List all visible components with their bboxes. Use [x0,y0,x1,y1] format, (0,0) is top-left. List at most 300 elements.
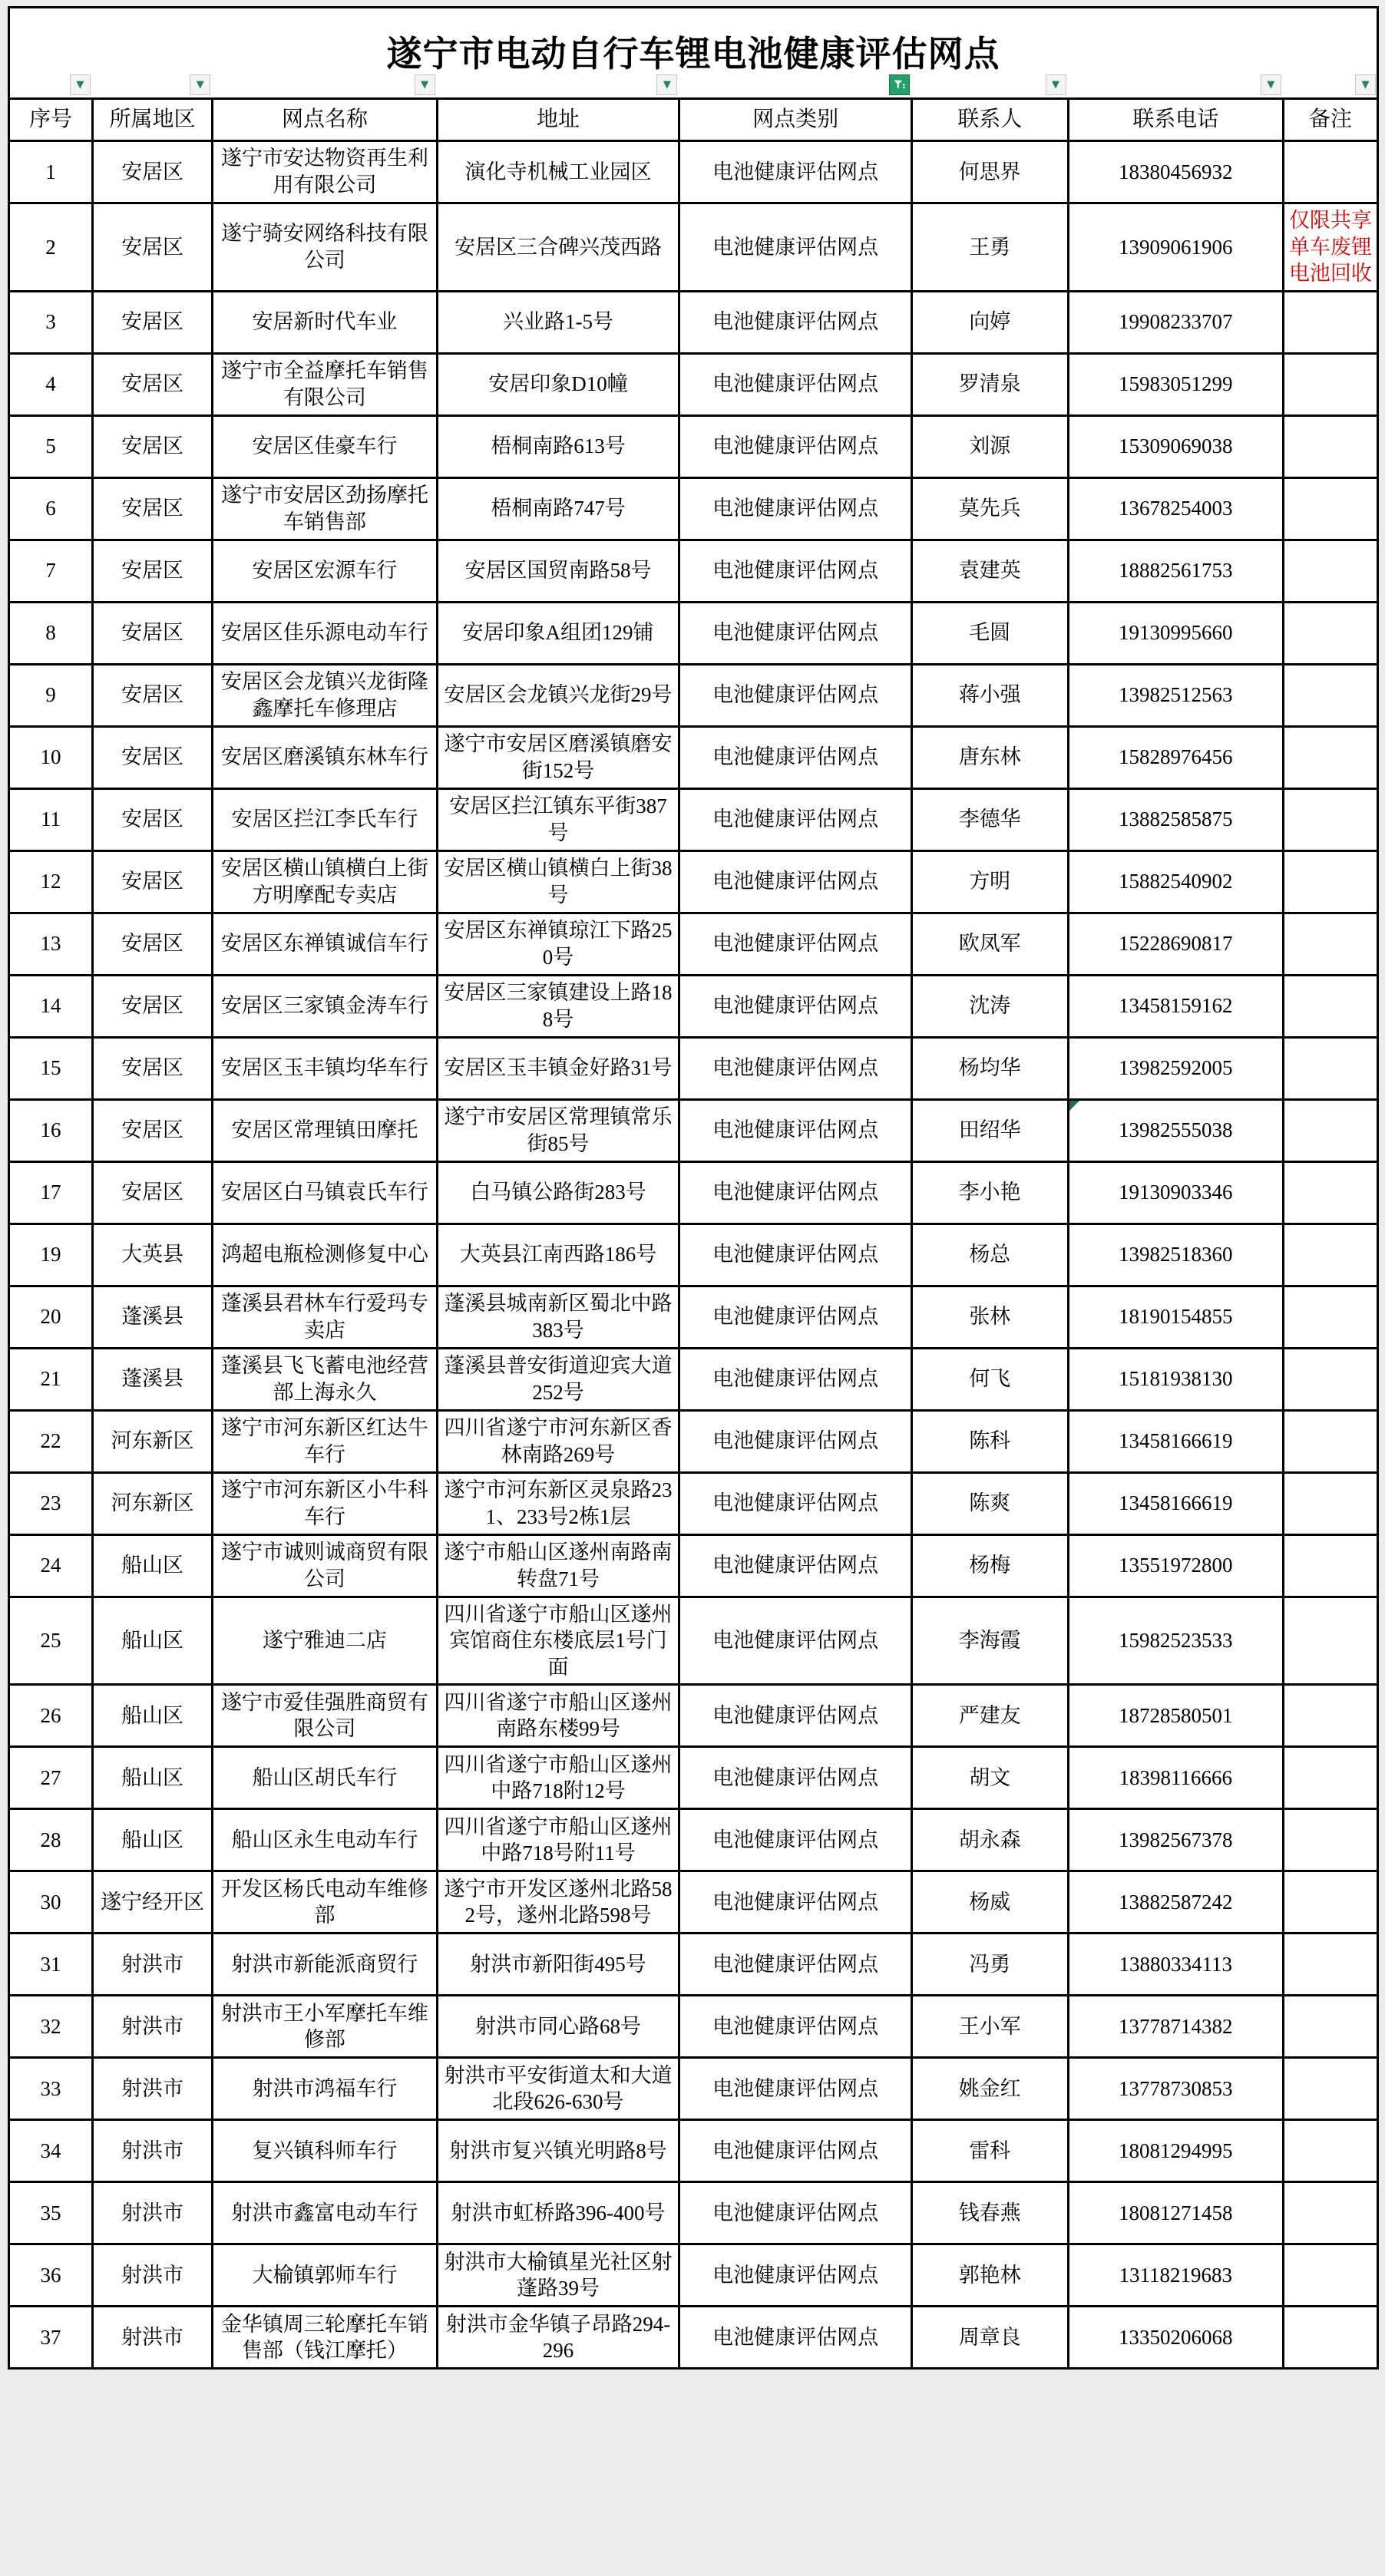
cell-category[interactable]: 电池健康评估网点 [679,2120,912,2182]
table-row [9,1934,1378,1996]
cell-phone[interactable]: 13880334113 [1068,1934,1283,1996]
cell-address[interactable]: 四川省遂宁市船山区遂州宾馆商住东楼底层1号门面 [437,1597,679,1685]
cell-no[interactable]: 30 [9,1871,93,1934]
cell-region[interactable]: 蓬溪县 [92,1348,212,1410]
filter-dropdown-icon[interactable]: ▼ [415,74,435,95]
cell-remark[interactable] [1283,2244,1377,2307]
cell-address[interactable]: 演化寺机械工业园区 [437,141,679,203]
cell-category[interactable]: 电池健康评估网点 [679,1685,912,1747]
cell-remark[interactable] [1283,850,1377,913]
cell-region[interactable]: 安居区 [92,203,212,292]
cell-contact[interactable]: 姚金红 [911,2058,1068,2120]
cell-address[interactable]: 安居区会龙镇兴龙街29号 [437,664,679,726]
cell-region[interactable]: 射洪市 [92,1996,212,2058]
cell-address[interactable]: 蓬溪县城南新区蜀北中路383号 [437,1286,679,1348]
filter-dropdown-icon[interactable]: ▼ [70,74,91,95]
cell-address[interactable]: 安居区三合碑兴茂西路 [437,203,679,292]
cell-address[interactable]: 遂宁市河东新区灵泉路231、233号2栋1层 [437,1472,679,1534]
cell-address[interactable]: 安居区三家镇建设上路188号 [437,975,679,1037]
cell-contact[interactable]: 毛圆 [911,602,1068,664]
cell-contact[interactable]: 杨威 [911,1871,1068,1934]
cell-no[interactable]: 37 [9,2307,93,2369]
cell-no[interactable]: 13 [9,913,93,975]
cell-category[interactable]: 电池健康评估网点 [679,291,912,353]
cell-phone[interactable]: 18190154855 [1068,1286,1283,1348]
cell-name[interactable]: 安居区白马镇袁氏车行 [213,1161,437,1224]
cell-region[interactable]: 船山区 [92,1747,212,1809]
cell-category[interactable]: 电池健康评估网点 [679,1410,912,1472]
cell-region[interactable]: 安居区 [92,913,212,975]
column-header-remark[interactable] [1283,79,1377,141]
cell-no[interactable]: 25 [9,1597,93,1685]
cell-phone[interactable]: 13458166619 [1068,1410,1283,1472]
cell-address[interactable]: 遂宁市开发区遂州北路582号，遂州北路598号 [437,1871,679,1934]
cell-no[interactable]: 27 [9,1747,93,1809]
cell-name[interactable]: 遂宁市安居区劲扬摩托车销售部 [213,477,437,540]
cell-remark[interactable] [1283,1099,1377,1161]
cell-phone[interactable]: 18081271458 [1068,2182,1283,2244]
cell-name[interactable]: 遂宁市诚则诚商贸有限公司 [213,1534,437,1597]
cell-address[interactable]: 安居区国贸南路58号 [437,540,679,602]
cell-address[interactable]: 遂宁市安居区常理镇常乐街85号 [437,1099,679,1161]
cell-contact[interactable]: 唐东林 [911,726,1068,788]
cell-address[interactable]: 射洪市新阳街495号 [437,1934,679,1996]
cell-remark[interactable] [1283,2058,1377,2120]
filter-dropdown-icon[interactable]: ▼ [1355,74,1376,95]
cell-phone[interactable]: 13982592005 [1068,1037,1283,1099]
cell-address[interactable]: 安居印象A组团129铺 [437,602,679,664]
cell-remark[interactable] [1283,1161,1377,1224]
cell-name[interactable]: 复兴镇科师车行 [213,2120,437,2182]
cell-name[interactable]: 安居区东禅镇诚信车行 [213,913,437,975]
cell-region[interactable]: 安居区 [92,141,212,203]
cell-contact[interactable]: 雷科 [911,2120,1068,2182]
cell-name[interactable]: 船山区永生电动车行 [213,1809,437,1871]
cell-contact[interactable]: 杨梅 [911,1534,1068,1597]
cell-remark[interactable] [1283,1534,1377,1597]
cell-name[interactable]: 遂宁市爱佳强胜商贸有限公司 [213,1685,437,1747]
cell-region[interactable]: 安居区 [92,1161,212,1224]
cell-no[interactable]: 21 [9,1348,93,1410]
cell-phone[interactable]: 13982567378 [1068,1809,1283,1871]
cell-region[interactable]: 安居区 [92,1037,212,1099]
cell-remark[interactable] [1283,2182,1377,2244]
cell-category[interactable]: 电池健康评估网点 [679,1037,912,1099]
cell-region[interactable]: 安居区 [92,1099,212,1161]
cell-name[interactable]: 鸿超电瓶检测修复中心 [213,1224,437,1286]
cell-name[interactable]: 射洪市王小军摩托车维修部 [213,1996,437,2058]
cell-no[interactable]: 14 [9,975,93,1037]
cell-address[interactable]: 射洪市大榆镇星光社区射蓬路39号 [437,2244,679,2307]
cell-phone[interactable]: 13778730853 [1068,2058,1283,2120]
cell-no[interactable]: 9 [9,664,93,726]
cell-category[interactable]: 电池健康评估网点 [679,850,912,913]
filter-dropdown-icon[interactable]: ▼ [1261,74,1281,95]
cell-category[interactable]: 电池健康评估网点 [679,975,912,1037]
cell-remark[interactable] [1283,1286,1377,1348]
cell-remark[interactable] [1283,913,1377,975]
cell-phone[interactable]: 13982518360 [1068,1224,1283,1286]
cell-category[interactable]: 电池健康评估网点 [679,1747,912,1809]
cell-phone[interactable]: 19130903346 [1068,1161,1283,1224]
cell-address[interactable]: 四川省遂宁市船山区遂州南路东楼99号 [437,1685,679,1747]
cell-no[interactable]: 11 [9,788,93,850]
cell-contact[interactable]: 杨总 [911,1224,1068,1286]
cell-region[interactable]: 射洪市 [92,2058,212,2120]
cell-category[interactable]: 电池健康评估网点 [679,2182,912,2244]
cell-category[interactable]: 电池健康评估网点 [679,1934,912,1996]
cell-phone[interactable]: 15828976456 [1068,726,1283,788]
cell-address[interactable]: 遂宁市船山区遂州南路南转盘71号 [437,1534,679,1597]
cell-no[interactable]: 26 [9,1685,93,1747]
cell-contact[interactable]: 何飞 [911,1348,1068,1410]
cell-address[interactable]: 遂宁市安居区磨溪镇磨安街152号 [437,726,679,788]
table-row [9,2244,1378,2307]
cell-contact[interactable]: 李德华 [911,788,1068,850]
cell-remark[interactable] [1283,353,1377,415]
cell-name[interactable]: 遂宁市安达物资再生利用有限公司 [213,141,437,203]
cell-remark[interactable] [1283,1348,1377,1410]
cell-contact[interactable]: 王勇 [911,203,1068,292]
cell-no[interactable]: 20 [9,1286,93,1348]
cell-remark[interactable] [1283,1996,1377,2058]
cell-contact[interactable]: 陈科 [911,1410,1068,1472]
cell-no[interactable]: 33 [9,2058,93,2120]
cell-address[interactable]: 白马镇公路街283号 [437,1161,679,1224]
cell-remark[interactable] [1283,1685,1377,1747]
cell-region[interactable]: 安居区 [92,477,212,540]
cell-phone[interactable]: 15982523533 [1068,1597,1283,1685]
cell-remark[interactable] [1283,1410,1377,1472]
cell-phone[interactable]: 15228690817 [1068,913,1283,975]
cell-no[interactable]: 5 [9,415,93,477]
cell-remark[interactable] [1283,1809,1377,1871]
cell-address[interactable]: 四川省遂宁市河东新区香林南路269号 [437,1410,679,1472]
cell-region[interactable]: 蓬溪县 [92,1286,212,1348]
cell-no[interactable]: 22 [9,1410,93,1472]
cell-name[interactable]: 射洪市鑫富电动车行 [213,2182,437,2244]
cell-region[interactable]: 安居区 [92,353,212,415]
cell-category[interactable]: 电池健康评估网点 [679,1871,912,1934]
cell-remark[interactable] [1283,2120,1377,2182]
cell-contact[interactable]: 钱春燕 [911,2182,1068,2244]
cell-region[interactable]: 射洪市 [92,2182,212,2244]
cell-category[interactable]: 电池健康评估网点 [679,2244,912,2307]
cell-remark[interactable] [1283,2307,1377,2369]
cell-no[interactable]: 36 [9,2244,93,2307]
cell-phone[interactable]: 19130995660 [1068,602,1283,664]
cell-remark[interactable] [1283,477,1377,540]
cell-category[interactable]: 电池健康评估网点 [679,1597,912,1685]
cell-no[interactable]: 19 [9,1224,93,1286]
cell-region[interactable]: 船山区 [92,1809,212,1871]
cell-contact[interactable]: 李海霞 [911,1597,1068,1685]
cell-address[interactable]: 安居区东禅镇琼江下路250号 [437,913,679,975]
cell-phone[interactable]: 13982555038 [1068,1099,1283,1161]
cell-contact[interactable]: 严建友 [911,1685,1068,1747]
cell-contact[interactable]: 冯勇 [911,1934,1068,1996]
cell-address[interactable]: 安居印象D10幢 [437,353,679,415]
cell-address[interactable]: 四川省遂宁市船山区遂州中路718附12号 [437,1747,679,1809]
cell-remark[interactable] [1283,1224,1377,1286]
cell-name[interactable]: 安居区玉丰镇均华车行 [213,1037,437,1099]
cell-name[interactable]: 安居区佳乐源电动车行 [213,602,437,664]
cell-contact[interactable]: 欧凤军 [911,913,1068,975]
cell-name[interactable]: 射洪市新能派商贸行 [213,1934,437,1996]
cell-contact[interactable]: 胡永森 [911,1809,1068,1871]
cell-region[interactable]: 射洪市 [92,2244,212,2307]
cell-name[interactable]: 船山区胡氏车行 [213,1747,437,1809]
cell-no[interactable]: 1 [9,141,93,203]
cell-remark[interactable] [1283,141,1377,203]
cell-category[interactable]: 电池健康评估网点 [679,1472,912,1534]
cell-no[interactable]: 6 [9,477,93,540]
cell-category[interactable]: 电池健康评估网点 [679,477,912,540]
cell-address[interactable]: 射洪市复兴镇光明路8号 [437,2120,679,2182]
cell-contact[interactable]: 袁建英 [911,540,1068,602]
cell-no[interactable]: 23 [9,1472,93,1534]
cell-remark[interactable] [1283,1747,1377,1809]
cell-category[interactable]: 电池健康评估网点 [679,415,912,477]
cell-remark[interactable] [1283,540,1377,602]
cell-category[interactable]: 电池健康评估网点 [679,353,912,415]
cell-address[interactable]: 梧桐南路613号 [437,415,679,477]
cell-no[interactable]: 4 [9,353,93,415]
cell-category[interactable]: 电池健康评估网点 [679,1996,912,2058]
filter-dropdown-icon[interactable]: ▼ [190,74,210,95]
cell-remark[interactable] [1283,1934,1377,1996]
cell-no[interactable]: 17 [9,1161,93,1224]
cell-contact[interactable]: 李小艳 [911,1161,1068,1224]
cell-name[interactable]: 蓬溪县君林车行爱玛专卖店 [213,1286,437,1348]
cell-no[interactable]: 31 [9,1934,93,1996]
cell-phone[interactable]: 13909061906 [1068,203,1283,292]
cell-address[interactable]: 四川省遂宁市船山区遂州中路718号附11号 [437,1809,679,1871]
cell-phone[interactable]: 13551972800 [1068,1534,1283,1597]
cell-address[interactable]: 大英县江南西路186号 [437,1224,679,1286]
cell-category[interactable]: 电池健康评估网点 [679,1348,912,1410]
cell-phone[interactable]: 15181938130 [1068,1348,1283,1410]
cell-region[interactable]: 安居区 [92,726,212,788]
cell-name[interactable]: 安居区佳豪车行 [213,415,437,477]
cell-category[interactable]: 电池健康评估网点 [679,2307,912,2369]
cell-phone[interactable]: 13678254003 [1068,477,1283,540]
cell-remark[interactable] [1283,664,1377,726]
column-header-name[interactable] [213,79,437,141]
cell-phone[interactable]: 13882587242 [1068,1871,1283,1934]
cell-region[interactable]: 安居区 [92,415,212,477]
cell-phone[interactable]: 18380456932 [1068,141,1283,203]
cell-name[interactable]: 安居新时代车业 [213,291,437,353]
cell-contact[interactable]: 向婷 [911,291,1068,353]
cell-remark[interactable] [1283,1037,1377,1099]
column-header-phone[interactable] [1068,79,1283,141]
cell-name[interactable]: 遂宁市河东新区红达牛车行 [213,1410,437,1472]
cell-phone[interactable]: 15882540902 [1068,850,1283,913]
cell-name[interactable]: 安居区常理镇田摩托 [213,1099,437,1161]
cell-address[interactable]: 兴业路1-5号 [437,291,679,353]
column-header-contact[interactable] [911,79,1068,141]
cell-name[interactable]: 安居区磨溪镇东林车行 [213,726,437,788]
cell-phone[interactable]: 15309069038 [1068,415,1283,477]
cell-category[interactable]: 电池健康评估网点 [679,2058,912,2120]
cell-contact[interactable]: 沈涛 [911,975,1068,1037]
cell-region[interactable]: 安居区 [92,975,212,1037]
cell-phone[interactable]: 13458166619 [1068,1472,1283,1534]
cell-region[interactable]: 安居区 [92,540,212,602]
cell-phone[interactable]: 19908233707 [1068,291,1283,353]
cell-address[interactable]: 射洪市金华镇子昂路294-296 [437,2307,679,2369]
cell-region[interactable]: 大英县 [92,1224,212,1286]
cell-contact[interactable]: 罗清泉 [911,353,1068,415]
cell-contact[interactable]: 周章良 [911,2307,1068,2369]
cell-remark[interactable] [1283,788,1377,850]
cell-address[interactable]: 射洪市虹桥路396-400号 [437,2182,679,2244]
cell-no[interactable]: 2 [9,203,93,292]
cell-category[interactable]: 电池健康评估网点 [679,913,912,975]
cell-name[interactable]: 大榆镇郭师车行 [213,2244,437,2307]
column-header-region[interactable] [92,79,212,141]
cell-category[interactable]: 电池健康评估网点 [679,1224,912,1286]
cell-name[interactable]: 遂宁市河东新区小牛科车行 [213,1472,437,1534]
cell-region[interactable]: 安居区 [92,850,212,913]
cell-contact[interactable]: 莫先兵 [911,477,1068,540]
cell-region[interactable]: 安居区 [92,664,212,726]
cell-no[interactable]: 12 [9,850,93,913]
cell-region[interactable]: 安居区 [92,788,212,850]
cell-address[interactable]: 安居区玉丰镇金好路31号 [437,1037,679,1099]
cell-name[interactable]: 蓬溪县飞飞蓄电池经营部上海永久 [213,1348,437,1410]
column-header-category[interactable] [679,99,912,141]
cell-name[interactable]: 遂宁雅迪二店 [213,1597,437,1685]
cell-region[interactable]: 遂宁经开区 [92,1871,212,1934]
cell-address[interactable]: 安居区横山镇横白上街38号 [437,850,679,913]
cell-phone[interactable]: 18882561753 [1068,540,1283,602]
cell-contact[interactable]: 蒋小强 [911,664,1068,726]
cell-name[interactable]: 安居区横山镇横白上街方明摩配专卖店 [213,850,437,913]
cell-region[interactable]: 射洪市 [92,2307,212,2369]
cell-category[interactable]: 电池健康评估网点 [679,1099,912,1161]
cell-phone[interactable]: 13458159162 [1068,975,1283,1037]
cell-region[interactable]: 船山区 [92,1534,212,1597]
cell-category[interactable]: 电池健康评估网点 [679,1534,912,1597]
cell-remark[interactable] [1283,1472,1377,1534]
cell-region[interactable]: 射洪市 [92,1934,212,1996]
cell-name[interactable]: 金华镇周三轮摩托车销售部（钱江摩托） [213,2307,437,2369]
cell-phone[interactable]: 18728580501 [1068,1685,1283,1747]
active-filter-funnel-icon[interactable] [889,74,910,95]
cell-address[interactable]: 射洪市同心路68号 [437,1996,679,2058]
cell-no[interactable]: 24 [9,1534,93,1597]
cell-region[interactable]: 河东新区 [92,1410,212,1472]
cell-name[interactable]: 安居区会龙镇兴龙街隆鑫摩托车修理店 [213,664,437,726]
cell-contact[interactable]: 方明 [911,850,1068,913]
cell-contact[interactable]: 刘源 [911,415,1068,477]
cell-remark[interactable]: 仅限共享单车废锂电池回收 [1283,203,1377,292]
cell-phone[interactable]: 18081294995 [1068,2120,1283,2182]
cell-category[interactable]: 电池健康评估网点 [679,540,912,602]
cell-no[interactable]: 28 [9,1809,93,1871]
cell-no[interactable]: 16 [9,1099,93,1161]
cell-contact[interactable]: 王小军 [911,1996,1068,2058]
column-header-address[interactable] [437,79,679,141]
cell-phone[interactable]: 13118219683 [1068,2244,1283,2307]
cell-contact[interactable]: 郭艳林 [911,2244,1068,2307]
cell-region[interactable]: 安居区 [92,602,212,664]
filter-dropdown-icon[interactable]: ▼ [1046,74,1066,95]
cell-remark[interactable] [1283,975,1377,1037]
cell-contact[interactable]: 陈爽 [911,1472,1068,1534]
cell-category[interactable]: 电池健康评估网点 [679,788,912,850]
cell-name[interactable]: 开发区杨氏电动车维修部 [213,1871,437,1934]
page-title[interactable]: 遂宁市电动自行车锂电池健康评估网点 [9,8,1378,99]
cell-name[interactable]: 遂宁市全益摩托车销售有限公司 [213,353,437,415]
cell-contact[interactable]: 何思界 [911,141,1068,203]
cell-remark[interactable] [1283,1597,1377,1685]
cell-category[interactable]: 电池健康评估网点 [679,664,912,726]
cell-category[interactable]: 电池健康评估网点 [679,726,912,788]
cell-name[interactable]: 安居区宏源车行 [213,540,437,602]
cell-remark[interactable] [1283,415,1377,477]
cell-region[interactable]: 船山区 [92,1597,212,1685]
cell-region[interactable]: 船山区 [92,1685,212,1747]
cell-phone[interactable]: 15983051299 [1068,353,1283,415]
cell-region[interactable]: 河东新区 [92,1472,212,1534]
cell-no[interactable]: 15 [9,1037,93,1099]
cell-category[interactable]: 电池健康评估网点 [679,1161,912,1224]
cell-name[interactable]: 安居区三家镇金涛车行 [213,975,437,1037]
cell-no[interactable]: 35 [9,2182,93,2244]
cell-no[interactable]: 3 [9,291,93,353]
cell-address[interactable]: 梧桐南路747号 [437,477,679,540]
cell-phone[interactable]: 13882585875 [1068,788,1283,850]
cell-no[interactable]: 32 [9,1996,93,2058]
cell-contact[interactable]: 胡文 [911,1747,1068,1809]
cell-region[interactable]: 安居区 [92,291,212,353]
cell-remark[interactable] [1283,291,1377,353]
cell-phone[interactable]: 18398116666 [1068,1747,1283,1809]
cell-remark[interactable] [1283,726,1377,788]
cell-category[interactable]: 电池健康评估网点 [679,203,912,292]
cell-name[interactable]: 安居区拦江李氏车行 [213,788,437,850]
cell-category[interactable]: 电池健康评估网点 [679,1286,912,1348]
cell-no[interactable]: 10 [9,726,93,788]
cell-address[interactable]: 射洪市平安街道太和大道北段626-630号 [437,2058,679,2120]
column-header-no[interactable] [9,79,93,141]
filter-dropdown-icon[interactable]: ▼ [656,74,677,95]
cell-phone[interactable]: 13350206068 [1068,2307,1283,2369]
cell-region[interactable]: 射洪市 [92,2120,212,2182]
cell-category[interactable]: 电池健康评估网点 [679,1809,912,1871]
cell-no[interactable]: 7 [9,540,93,602]
cell-name[interactable]: 射洪市鸿福车行 [213,2058,437,2120]
cell-category[interactable]: 电池健康评估网点 [679,141,912,203]
cell-address[interactable]: 安居区拦江镇东平街387号 [437,788,679,850]
cell-remark[interactable] [1283,602,1377,664]
cell-address[interactable]: 蓬溪县普安街道迎宾大道252号 [437,1348,679,1410]
cell-no[interactable]: 8 [9,602,93,664]
cell-contact[interactable]: 杨均华 [911,1037,1068,1099]
cell-category[interactable]: 电池健康评估网点 [679,602,912,664]
cell-name[interactable]: 遂宁骑安网络科技有限公司 [213,203,437,292]
cell-contact[interactable]: 张林 [911,1286,1068,1348]
cell-contact[interactable]: 田绍华 [911,1099,1068,1161]
cell-remark[interactable] [1283,1871,1377,1934]
cell-phone[interactable]: 13778714382 [1068,1996,1283,2058]
column-label-name: 网点名称 [281,107,368,132]
cell-no[interactable]: 34 [9,2120,93,2182]
cell-phone[interactable]: 13982512563 [1068,664,1283,726]
